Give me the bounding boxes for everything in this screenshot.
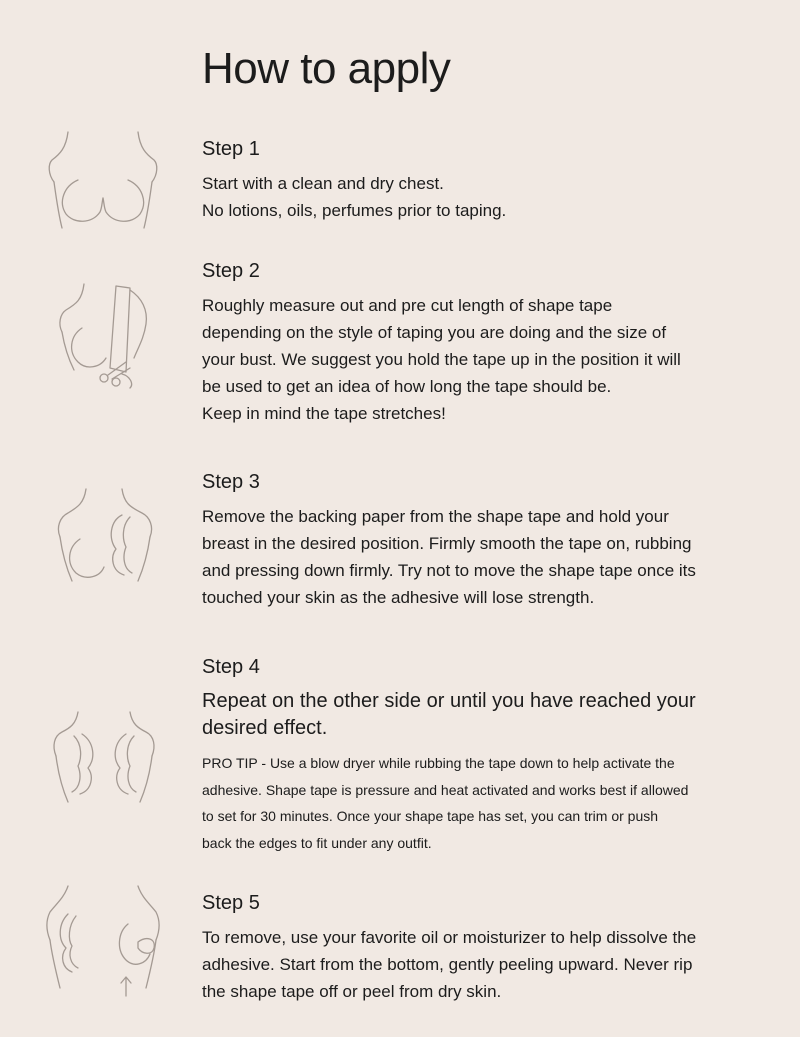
step-body: Remove the backing paper from the shape tape and hold your breast in the desired position. Firmly smooth the tape on, rubbing and pressing down firmly. Try not to move the shape tape once its touched your skin as the adhesive will lose strength. <box>202 507 696 607</box>
step-title: Step 3 <box>202 471 260 493</box>
step-title: Step 4 <box>202 656 260 678</box>
torso-icon <box>38 130 168 240</box>
step-title: Step 5 <box>202 892 260 914</box>
page-title: How to apply <box>202 44 451 93</box>
step-body: Start with a clean and dry chest. No lotions, oils, perfumes prior to taping. <box>202 174 507 220</box>
torso-scissors-icon <box>38 282 168 392</box>
step-body: Roughly measure out and pre cut length of shape tape depending on the style of taping you are doing and the size of your bust. We suggest you hold the tape up in the position it will be used to get an idea of how long the tape should be. Keep in mind the tape stretches! <box>202 296 681 423</box>
torso-tape-both-sides-icon <box>38 710 168 820</box>
step-title: Step 2 <box>202 260 260 282</box>
step-title: Step 1 <box>202 138 260 160</box>
step-lead: Repeat on the other side or until you have reached your desired effect. <box>202 690 696 739</box>
pro-tip: PRO TIP - Use a blow dryer while rubbing the tape down to help activate the adhesive. Shape tape is pressure and heat activated and works best if allowed to set for 30 minutes. Once your shape tape has set, you can trim or push back the edges to fit under any outfit. <box>202 755 689 851</box>
step-body: To remove, use your favorite oil or moisturizer to help dissolve the adhesive. Start from the bottom, gently peeling upward. Never rip the shape tape off or peel from dry skin. <box>202 928 697 1001</box>
torso-peel-icon <box>38 884 168 994</box>
torso-tape-one-side-icon <box>38 487 168 597</box>
